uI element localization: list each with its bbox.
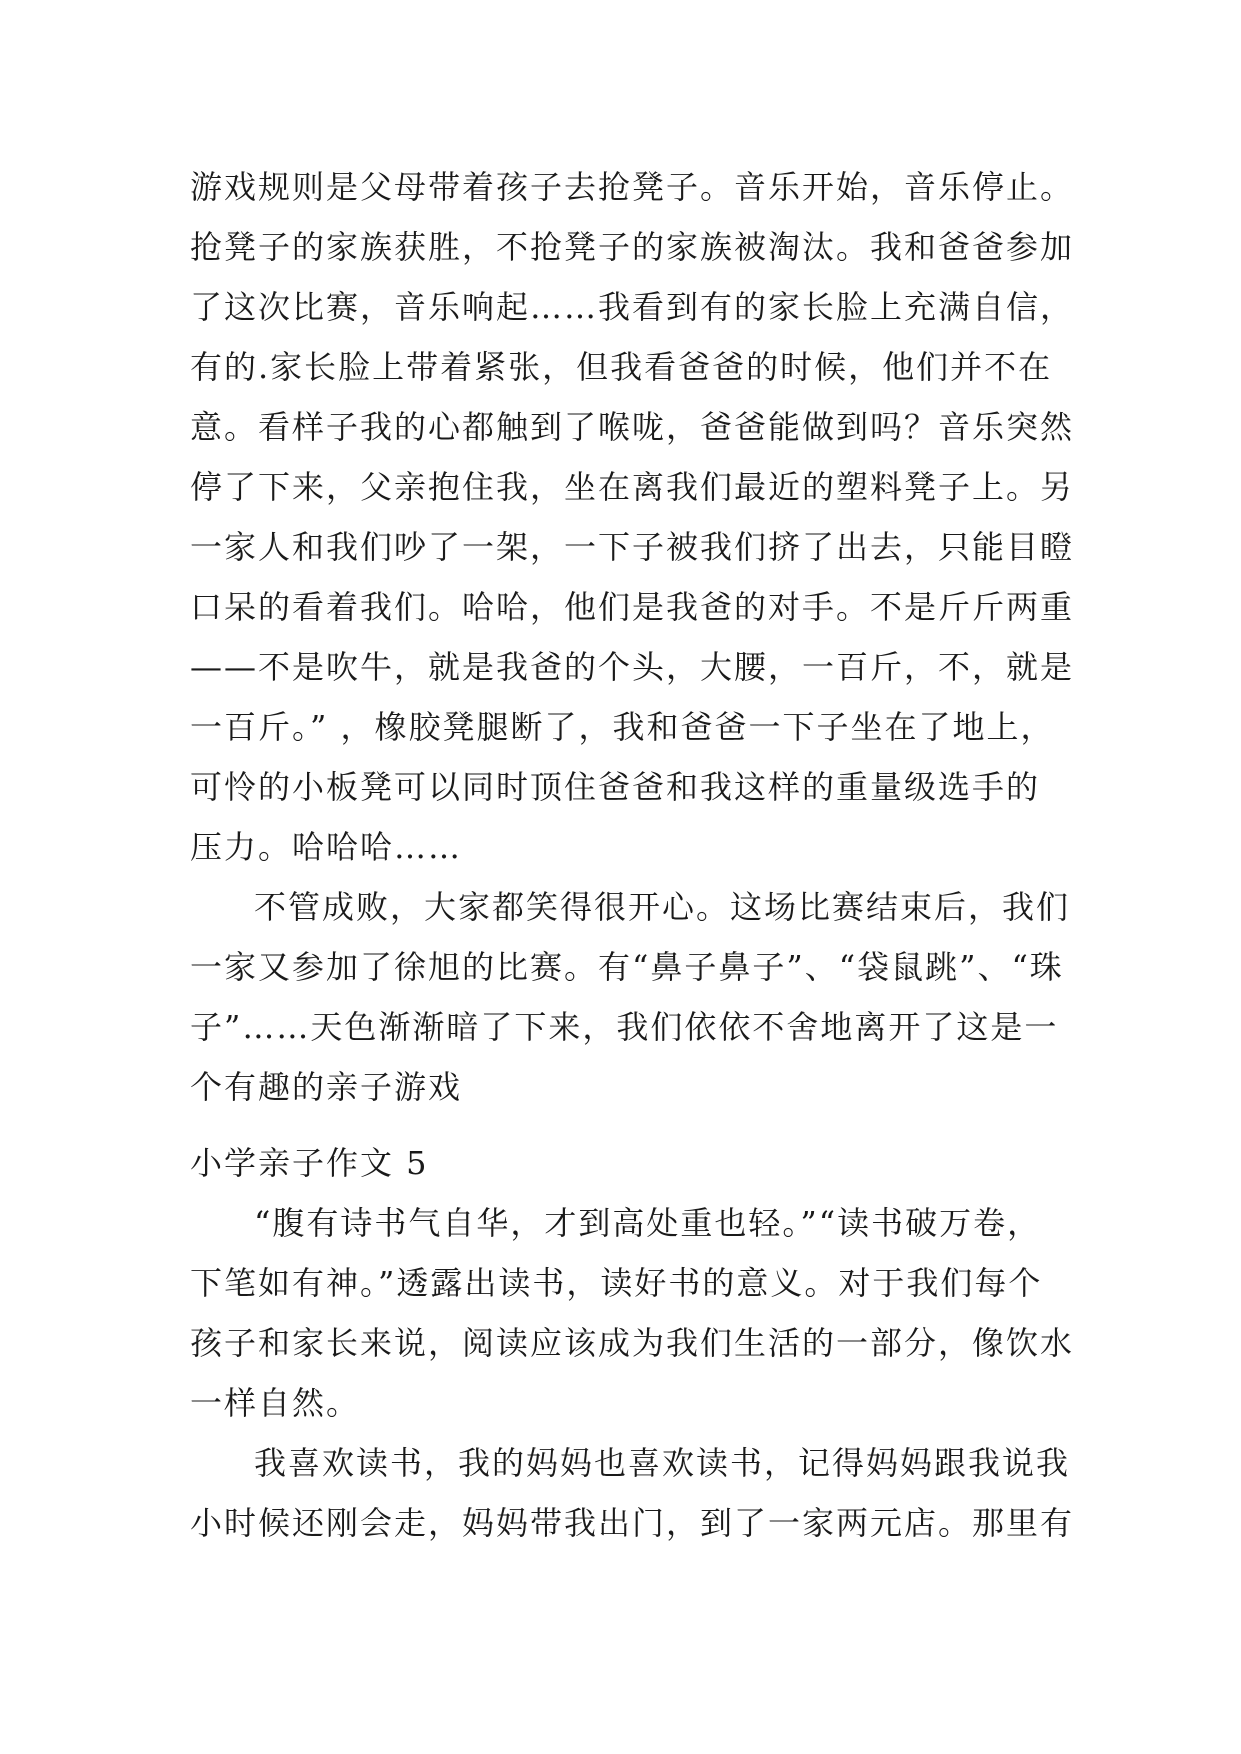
text-line: 抢凳子的家族获胜，不抢凳子的家族被淘汰。我和爸爸参加 — [190, 228, 1075, 266]
text-line: 下笔如有神。”透露出读书，读好书的意义。对于我们每个 — [190, 1264, 1043, 1302]
text-line: 小时候还刚会走，妈妈带我出门，到了一家两元店。那里有 — [190, 1504, 1075, 1542]
text-line: 一家人和我们吵了一架，一下子被我们挤了出去，只能目瞪 — [190, 528, 1075, 566]
text-line: 压力。哈哈哈…… — [190, 828, 463, 866]
text-line: 我喜欢读书，我的妈妈也喜欢读书，记得妈妈跟我说我 — [254, 1444, 1071, 1482]
section-heading: 小学亲子作文 5 — [190, 1144, 429, 1182]
text-line: 口呆的看着我们。哈哈，他们是我爸的对手。不是斤斤两重 — [190, 588, 1075, 626]
text-line: 意。看样子我的心都触到了喉咙，爸爸能做到吗？音乐突然 — [190, 408, 1075, 446]
text-line: 子”……天色渐渐暗了下来，我们依依不舍地离开了这是一 — [190, 1008, 1059, 1046]
text-line: 一样自然。 — [190, 1384, 361, 1422]
section-paragraph-2 — [190, 1433, 1075, 1553]
text-line: “腹有诗书气自华，才到高处重也轻。”“读书破万卷， — [254, 1204, 1042, 1242]
story-paragraph-1 — [190, 157, 1075, 877]
text-line: 一百斤。” ，橡胶凳腿断了，我和爸爸一下子坐在了地上， — [190, 708, 1055, 746]
text-line: 一家又参加了徐旭的比赛。有“鼻子鼻子”、“袋鼠跳”、“珠 — [190, 948, 1064, 986]
text-line: ——不是吹牛，就是我爸的个头，大腰，一百斤，不，就是 — [190, 648, 1075, 686]
text-line: 游戏规则是父母带着孩子去抢凳子。音乐开始，音乐停止。 — [190, 168, 1075, 206]
section-heading-block — [190, 1133, 1070, 1193]
text-line: 可怜的小板凳可以同时顶住爸爸和我这样的重量级选手的 — [190, 768, 1041, 806]
text-line: 个有趣的亲子游戏 — [190, 1068, 463, 1106]
text-line: 孩子和家长来说，阅读应该成为我们生活的一部分，像饮水 — [190, 1324, 1075, 1362]
text-line: 停了下来，父亲抱住我，坐在离我们最近的塑料凳子上。另 — [190, 468, 1075, 506]
text-line: 不管成败，大家都笑得很开心。这场比赛结束后，我们 — [254, 888, 1071, 926]
text-line: 有的.家长脸上带着紧张，但我看爸爸的时候，他们并不在 — [190, 348, 1053, 386]
section-paragraph-1 — [190, 1193, 1075, 1433]
story-paragraph-2 — [190, 877, 1070, 1117]
text-line: 了这次比赛，音乐响起……我看到有的家长脸上充满自信， — [190, 288, 1075, 326]
